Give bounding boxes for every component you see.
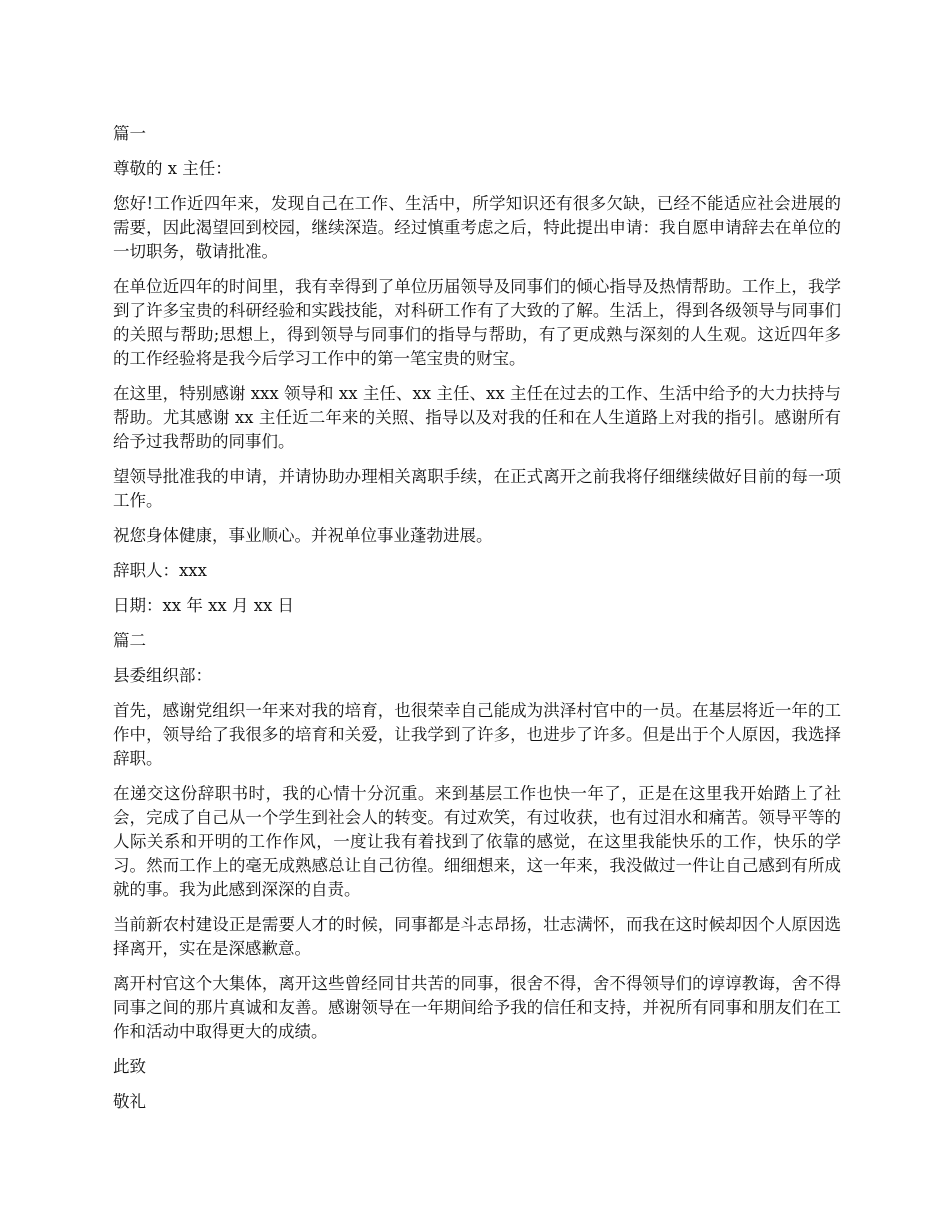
closing-line-2: 敬礼 xyxy=(113,1092,146,1111)
paragraph: 在单位近四年的时间里，我有幸得到了单位历届领导及同事们的倾心指导及热情帮助。工作上，我学到了许多宝贵的科研经验和实践技能，对科研工作有了大致的了解。生活上，得到各级领导与同事们的关照与帮助;思想上，得到领导与同事们的指导与帮助，有了更成熟与深刻的人生观。这近四年多的工作经验将是我今后学习工作中的第一笔宝贵的财宝。 xyxy=(113,277,841,368)
closing-line-1: 此致 xyxy=(113,1057,146,1076)
paragraph: 在递交这份辞职书时，我的心情十分沉重。来到基层工作也快一年了，正是在这里我开始踏上了社会，完成了自己从一个学生到社会人的转变。有过欢笑，有过收获，也有过泪水和痛苦。领导平等的人际关系和开明的工作作风，一度让我有着找到了依靠的感觉，在这里我能快乐的工作，快乐的学习。然而工作上的毫无成熟感总让自己彷徨。细细想来，这一年来，我没做过一件让自己感到有所成就的事。我为此感到深深的自责。 xyxy=(113,784,841,899)
paragraph: 首先，感谢党组织一年来对我的培育，也很荣幸自己能成为洪泽村官中的一员。在基层将近一年的工作中，领导给了我很多的培育和关爱，让我学到了许多，也进步了许多。但是出于个人原因，我选择辞职。 xyxy=(113,701,841,768)
section-heading-2: 篇二 xyxy=(113,631,146,650)
paragraph: 您好!工作近四年来，发现自己在工作、生活中，所学知识还有很多欠缺，已经不能适应社会进展的需要，因此渴望回到校园，继续深造。经过慎重考虑之后，特此提出申请：我自愿申请辞去在单位的一切职务，敬请批准。 xyxy=(113,194,841,261)
paragraph: 当前新农村建设正是需要人才的时候，同事都是斗志昂扬，壮志满怀，而我在这时候却因个人原因选择离开，实在是深感歉意。 xyxy=(113,915,841,958)
paragraph: 望领导批准我的申请，并请协助办理相关离职手续，在正式离开之前我将仔细继续做好目前的每一项工作。 xyxy=(113,467,841,510)
signer-line: 辞职人：xxx xyxy=(113,561,207,580)
document-body xyxy=(113,122,841,1125)
date-line: 日期：xx 年 xx 月 xx 日 xyxy=(113,596,295,615)
paragraph: 离开村官这个大集体，离开这些曾经同甘共苦的同事，很舍不得，舍不得领导们的谆谆教诲，舍不得同事之间的那片真诚和友善。感谢领导在一年期间给予我的信任和支持，并祝所有同事和朋友们在工作和活动中取得更大的成绩。 xyxy=(113,974,841,1041)
section-heading-1: 篇一 xyxy=(113,124,146,143)
salutation-1: 尊敬的 x 主任： xyxy=(113,159,232,178)
paragraph: 在这里，特别感谢 xxx 领导和 xx 主任、xx 主任、xx 主任在过去的工作、生活中给予的大力扶持与帮助。尤其感谢 xx 主任近二年来的关照、指导以及对我的任和在人生道路上对我的指引。感谢所有给予过我帮助的同事们。 xyxy=(113,384,841,451)
paragraph: 祝您身体健康，事业顺心。并祝单位事业蓬勃进展。 xyxy=(113,526,493,545)
salutation-2: 县委组织部： xyxy=(113,666,212,685)
